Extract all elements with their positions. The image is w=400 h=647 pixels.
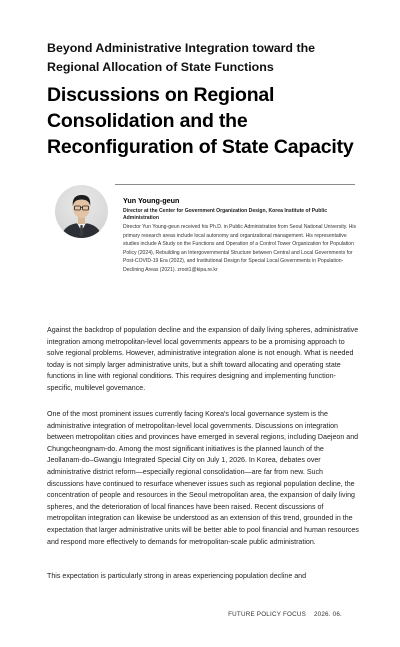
- author-photo: [55, 185, 108, 238]
- author-bio: Director Yun Young-geun received his Ph.D. in Public Administration from Seoul National University. His primary research areas include local autonomy and organizational management. His representative studies include A Study on the Functions and Operation of a Control Tower Organization for Population Policy (2024), Rebuilding an Intergovernmental Structure between Central and Local Governments for Post-COVID-19 Era (2022), and Institutional Design for Special Local Governments in Population-Declining Areas (2021). zroot1@kipa.re.kr: [123, 224, 357, 273]
- author-affiliation: Director at the Center for Government Organization Design, Korea Institute of Public Administration: [123, 208, 328, 221]
- body-paragraph-1: Against the backdrop of population decline and the expansion of daily living spheres, administrative integration among metropolitan-level local governments appears to be a promising approach to solve regional problems. However, administrative integration alone is not enough. What is needed today is not simply larger administrative units, but a shift toward allocating and operating state functions in line with regional conditions. This requires designing and implementing function-specific, multilevel governance.: [47, 326, 359, 392]
- article-title: Discussions on Regional Consolidation and the Reconfiguration of State Capacity: [47, 84, 354, 158]
- author-portrait-icon: [55, 185, 108, 238]
- author-info: [123, 196, 363, 275]
- author-name: Yun Young-geun: [123, 196, 180, 205]
- body-paragraph-3: This expectation is particularly strong in areas experiencing population decline and: [47, 572, 307, 580]
- body-paragraph-2: One of the most prominent issues currently facing Korea's local governance system is the administrative integration of metropolitan-level local governments. Discussions on integration between metropolitan cities and provinces have emerged in several regions, including Daejeon and Chungcheongnam-do. Among the most significant initiatives is the planned launch of the Jeollanam-do–Gwangju Integrated Special City on July 1, 2026. In Korea, debates over administrative district reform—especially regional consolidation—are far from new. Such discussions have continued to resurface whenever issues such as regional population decline, the concentration of people and resources in the Seoul metropolitan area, the expansion of daily living spheres, and the deterioration of local finances have been raised. Recent discussions of metropolitan integration can likewise be understood as an extension of this trend, grounded in the expectation that larger administrative units will be better able to pool financial and human resources and respond more effectively to demands for metropolitan-scale public administration.: [47, 410, 359, 546]
- article-subtitle: Beyond Administrative Integration toward the Regional Allocation of State Functions: [47, 41, 316, 74]
- page-footer: [222, 611, 342, 618]
- author-divider: [115, 184, 355, 185]
- footer-publication: FUTURE POLICY FOCUS: [228, 611, 306, 618]
- footer-issue: 2026. 06.: [313, 611, 342, 618]
